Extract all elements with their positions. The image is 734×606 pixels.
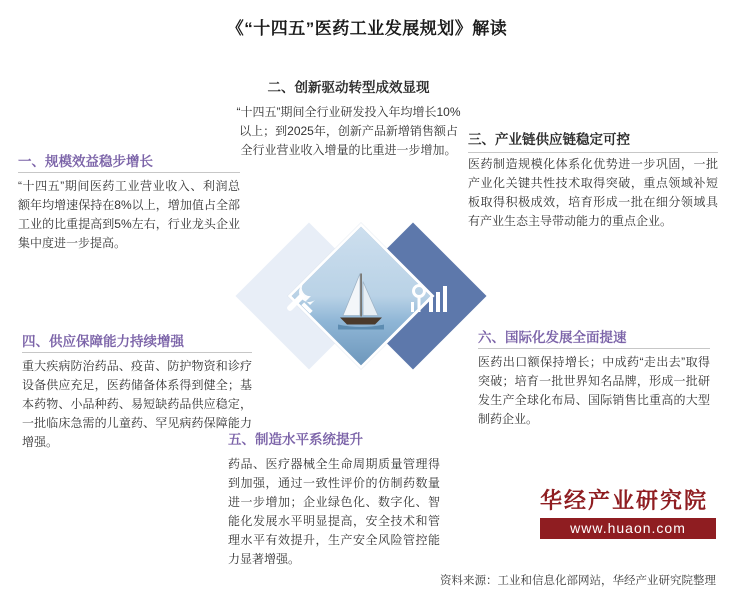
block-1-heading: 一、规模效益稳步增长 [18, 154, 153, 169]
block-3-body: 医药制造规模化体系化优势进一步巩固，一批产业化关键共性技术取得突破，重点领域补短板取得积极成效，培育形成一批在细分领域具有产业生态主导带动能力的重点企业。 [468, 157, 718, 228]
block-5 [228, 428, 440, 569]
block-4-heading: 四、供应保障能力持续增强 [22, 334, 184, 349]
block-1-body: “十四五”期间医药工业营业收入、利润总额年均增速保持在8%以上，增加值占全部工业的比重提高到5%左右，行业龙头企业集中度进一步提高。 [18, 179, 240, 250]
block-6-heading: 六、国际化发展全面提速 [478, 330, 627, 345]
block-6 [478, 326, 710, 429]
block-2-body: “十四五”期间全行业研发投入年均增长10%以上；到2025年，创新产品新增销售额占全行业营业收入增量的比重进一步增加。 [236, 105, 461, 157]
brand-logo [540, 486, 720, 548]
block-3-heading: 三、产业链供应链稳定可控 [468, 132, 630, 147]
brand-name: 华经产业研究院 [540, 488, 709, 513]
source-note: 资料来源：工业和信息化部网站，华经产业研究院整理 [440, 575, 716, 587]
tools-icon [281, 278, 321, 318]
page-title: 《“十四五”医药工业发展规划》解读 [226, 19, 508, 38]
sailboat-icon [338, 271, 384, 329]
block-5-heading: 五、制造水平系统提升 [228, 432, 363, 447]
block-4-body: 重大疾病防治药品、疫苗、防护物资和诊疗设备供应充足，医药储备体系得到健全；基本药物、小品种药、易短缺药品供应稳定，一批临床急需的儿童药、罕见病药保障能力增强。 [22, 359, 252, 449]
block-5-body: 药品、医疗器械全生命周期质量管理得到加强，通过一致性评价的仿制药数量进一步增加；企业绿色化、数字化、智能化发展水平明显提高，安全技术和管理水平有效提升，生产安全风险管控能力显著增强。 [228, 457, 440, 566]
block-4 [22, 330, 252, 452]
block-2-heading: 二、创新驱动转型成效显现 [267, 80, 430, 95]
brand-url: www.huaon.com [540, 518, 716, 539]
block-6-body: 医药出口额保持增长；中成药“走出去”取得突破；培育一批世界知名品牌，形成一批研发生产全球化布局、国际销售比重高的大型制药企业。 [478, 355, 710, 426]
block-2 [236, 76, 461, 160]
block-3 [468, 128, 718, 231]
block-1 [18, 150, 240, 253]
chart-bars-icon [409, 278, 449, 318]
center-graphic [257, 218, 477, 378]
